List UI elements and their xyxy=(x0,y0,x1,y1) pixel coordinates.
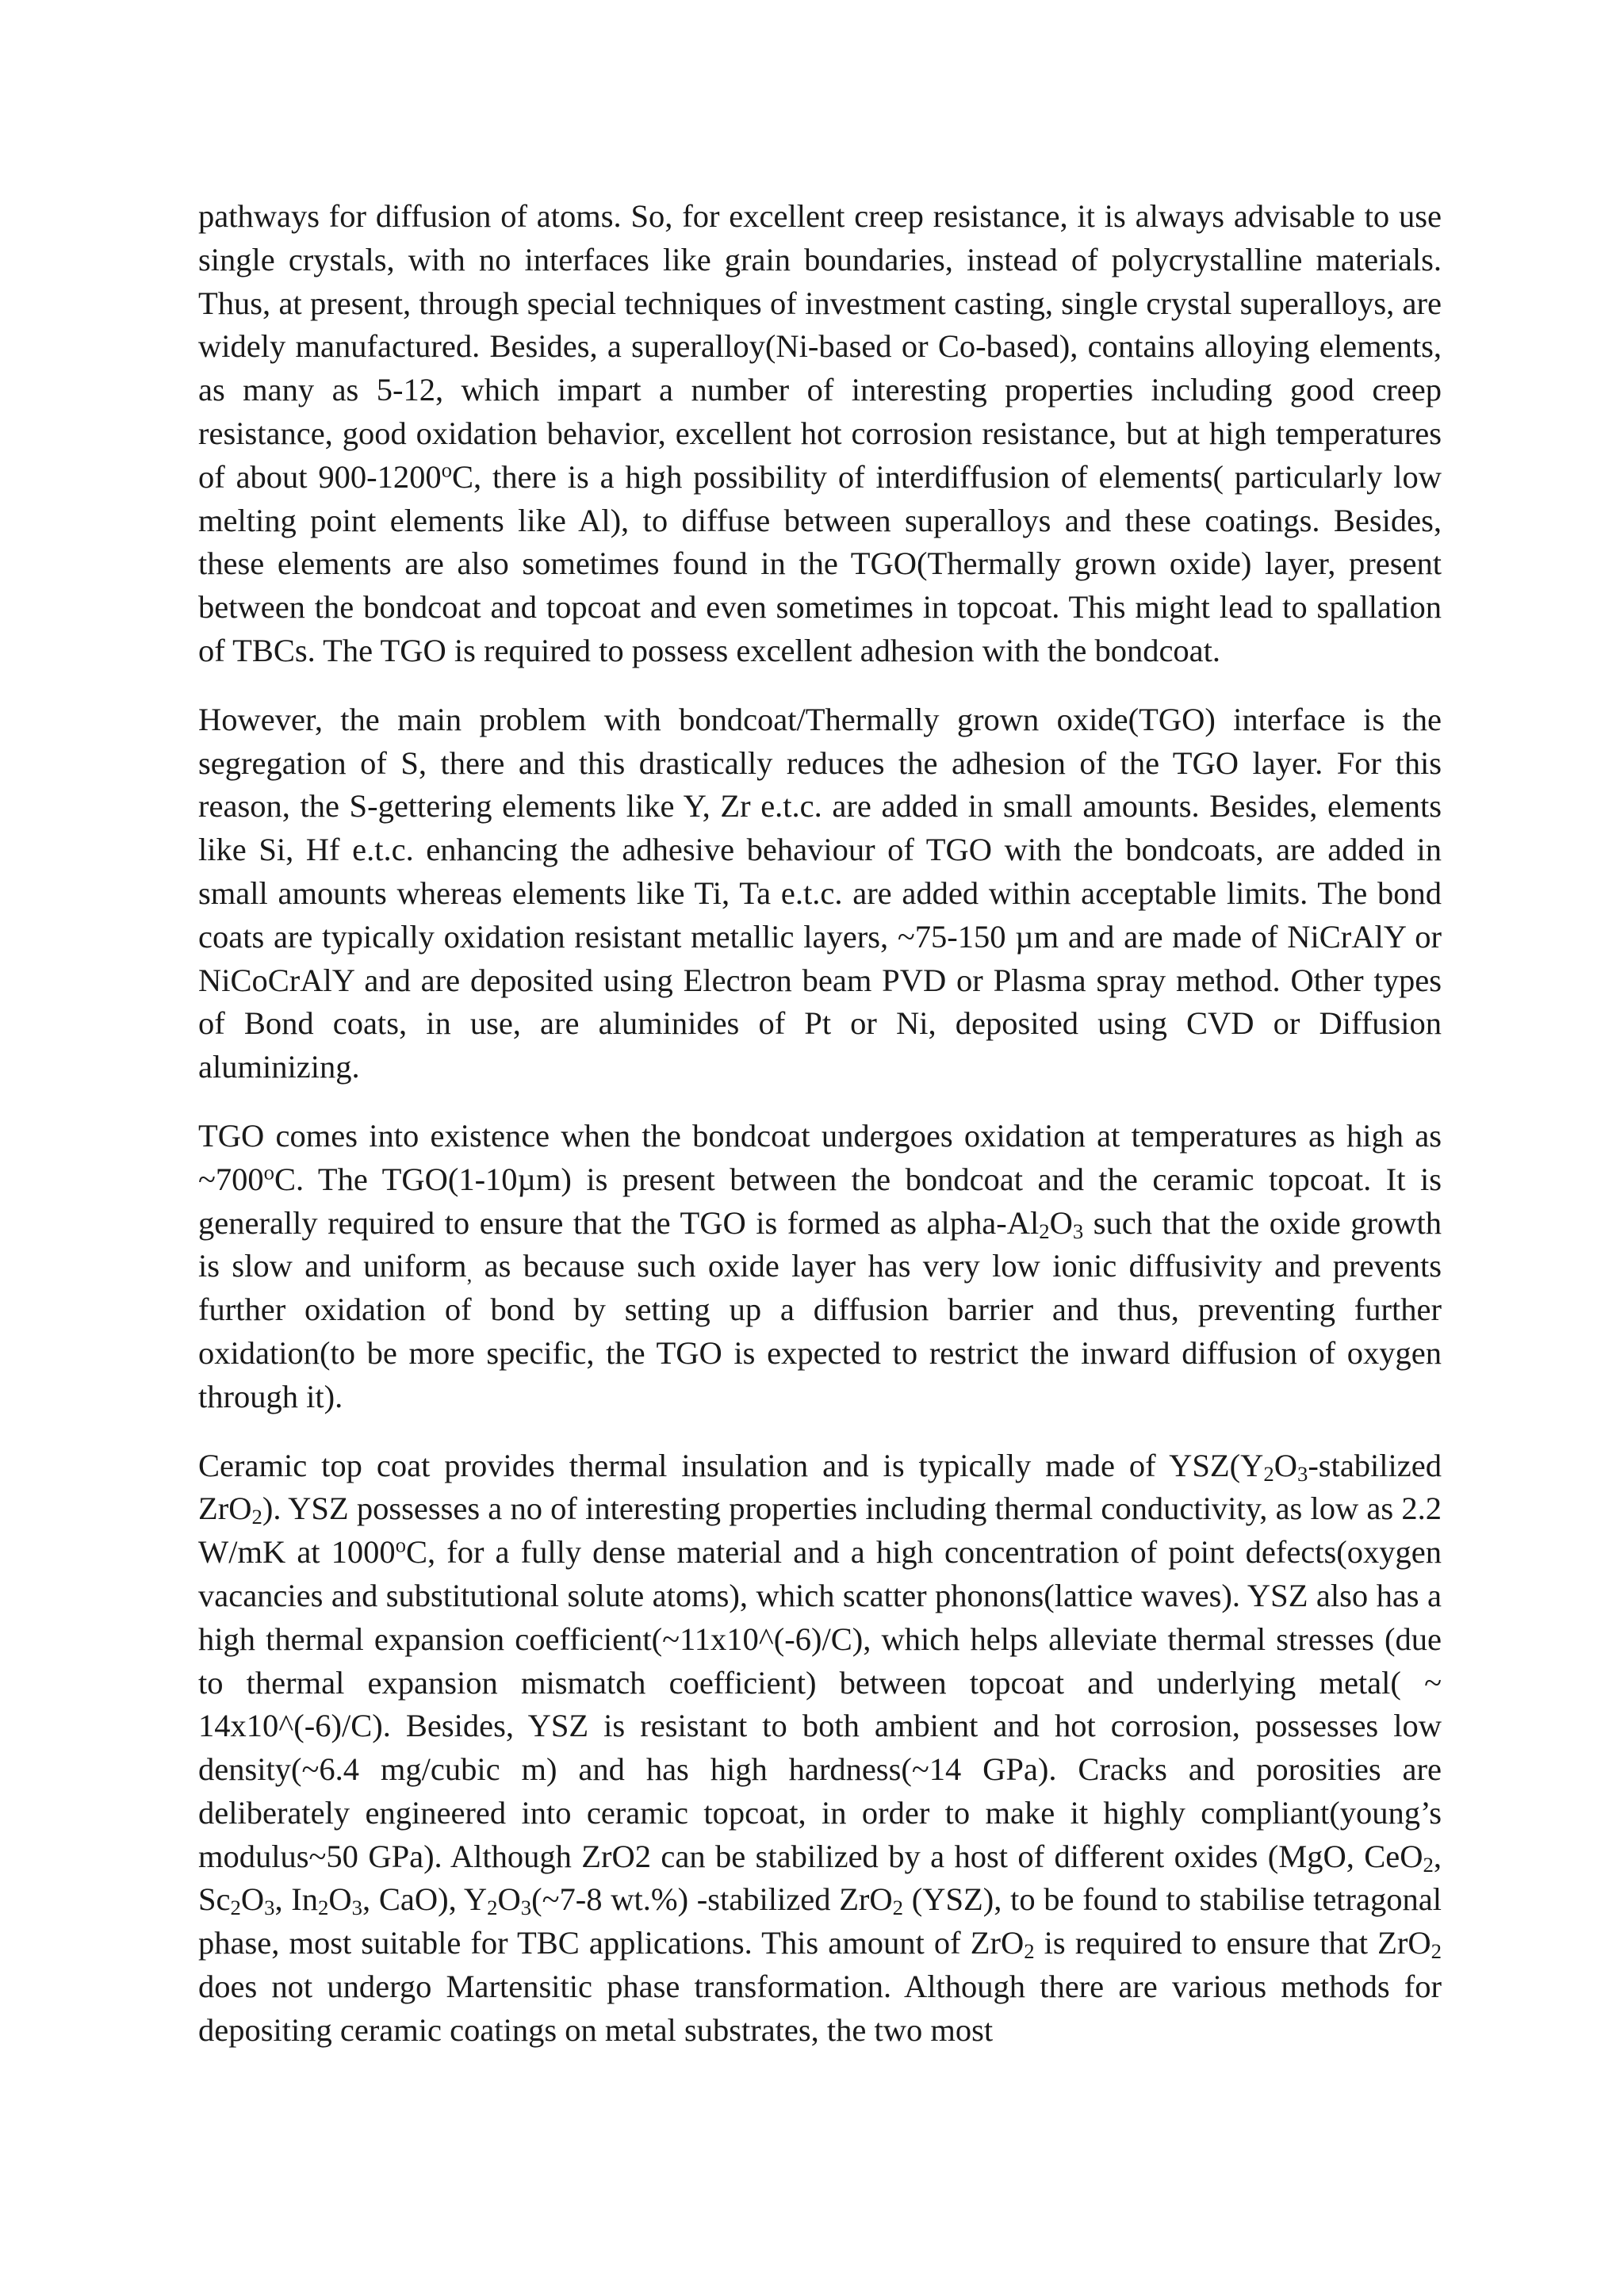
superscript: o xyxy=(395,1533,406,1557)
subscript: 2 xyxy=(318,1896,329,1920)
text-run: C. The TGO(1-10µm) is present between the bondcoat and the ceramic topcoat. It is generally required to ensure that the TGO is formed as alpha-Al xyxy=(198,1161,1442,1241)
text-run: Ceramic top coat provides thermal insulation and is typically made of YSZ(Y xyxy=(198,1447,1264,1483)
text-run: C, for a fully dense material and a high concentration of point defects(oxygen vacancies and substitutional solute atoms), which scatter phonons(lattice waves). YSZ also has a high thermal expansion coefficient(~11x10^(-6)/C), which helps alleviate thermal stresses (due to thermal expansion mismatch coefficient) between topcoat and underlying metal( ~ 14x10^(-6)/C). Besides, YSZ is resistant to both ambient and hot corrosion, possesses low density(~6.4 mg/cubic m) and has high hardness(~14 GPa). Cracks and porosities are deliberately engineered into ceramic topcoat, in order to make it highly compliant(young’s modulus~50 GPa). Although ZrO2 can be stabilized by a host of different oxides (MgO, CeO xyxy=(198,1534,1442,1874)
paragraph-superalloy-diffusion xyxy=(198,195,1442,673)
subscript: 2 xyxy=(230,1896,241,1920)
text-run: O xyxy=(240,1881,265,1918)
paragraph-tgo-formation xyxy=(198,1115,1442,1419)
paragraph-bondcoat-tgo-interface xyxy=(198,698,1442,1089)
subscript: 2 xyxy=(1024,1939,1035,1964)
text-run: does not undergo Martensitic phase transformation. Although there are various methods for depositing ceramic coatings on metal substrates, the two most xyxy=(198,1969,1442,2048)
text-run: as because such oxide layer has very low ionic diffusivity and prevents further oxidation of bond by setting up a diffusion barrier and thus, preventing further oxidation(to be more specific, the TGO is expected to restrict the inward diffusion of oxygen through it). xyxy=(198,1248,1442,1414)
text-run: O xyxy=(1049,1204,1073,1241)
text-run: , CaO), Y xyxy=(362,1881,488,1918)
document-page xyxy=(198,195,1442,2053)
subscript: 2 xyxy=(1423,1852,1434,1877)
subscript: 2 xyxy=(487,1896,498,1920)
subscript: 2 xyxy=(1431,1939,1442,1964)
superscript: o xyxy=(441,457,452,482)
subscript: 3 xyxy=(520,1896,532,1920)
subscript: 3 xyxy=(264,1896,275,1920)
text-run: However, the main problem with bondcoat/Thermally grown oxide(TGO) interface is the segregation of S, there and this drastically reduces the adhesion of the TGO layer. For this reason, the S-gettering elements like Y, Zr e.t.c. are added in small amounts. Besides, elements like Si, Hf e.t.c. enhancing the adhesive behaviour of TGO with the bondcoats, are added in small amounts whereas elements like Ti, Ta e.t.c. are added within acceptable limits. The bond coats are typically oxidation resistant metallic layers, ~75-150 µm and are made of NiCrAlY or NiCoCrAlY and are deposited using Electron beam PVD or Plasma spray method. Other types of Bond coats, in use, are aluminides of Pt or Ni, deposited using CVD or Diffusion aluminizing. xyxy=(198,701,1442,1085)
superscript: o xyxy=(263,1160,275,1184)
subscript: 2 xyxy=(1039,1219,1050,1243)
subscript: , xyxy=(466,1262,473,1287)
text-run: pathways for diffusion of atoms. So, for excellent creep resistance, it is always advisable to use single crystals, with no interfaces like grain boundaries, instead of polycrystalline materials. Thus, at present, through special techniques of investment casting, single crystal superalloys, are widely manufactured. Besides, a superalloy(Ni-based or Co-based), contains alloying elements, as many as 5-12, which impart a number of interesting properties including good creep resistance, good oxidation behavior, excellent hot corrosion resistance, but at high temperatures of about 900-1200 xyxy=(198,198,1442,495)
text-run: , In xyxy=(274,1881,319,1918)
subscript: 3 xyxy=(351,1896,363,1920)
text-run: ). YSZ possesses a no of interesting properties including thermal conductivity, as low as 2.2 W/mK at 1000 xyxy=(198,1490,1442,1571)
text-run: such that the oxide growth is slow and uniform xyxy=(198,1204,1442,1284)
text-run: is required to ensure that ZrO xyxy=(1034,1925,1431,1961)
text-run: O xyxy=(497,1881,521,1918)
subscript: 3 xyxy=(1297,1461,1308,1486)
text-run: C, there is a high possibility of interdiffusion of elements( particularly low melting point elements like Al), to diffuse between superalloys and these coatings. Besides, these elements are also sometimes found in the TGO(Thermally grown oxide) layer, present between the bondcoat and topcoat and even sometimes in topcoat. This might lead to spallation of TBCs. The TGO is required to possess excellent adhesion with the bondcoat. xyxy=(198,458,1442,668)
text-run: O xyxy=(328,1881,352,1918)
text-run: (YSZ), to be found to stabilise tetragonal phase, most suitable for TBC applications. This amount of ZrO xyxy=(198,1881,1442,1961)
text-run: TGO comes into existence when the bondcoat undergoes oxidation at temperatures as high as ~700 xyxy=(198,1117,1442,1197)
subscript: 3 xyxy=(1072,1219,1084,1243)
text-run: (~7-8 wt.%) -stabilized ZrO xyxy=(531,1881,893,1918)
paragraph-ceramic-topcoat xyxy=(198,1445,1442,2053)
subscript: 2 xyxy=(1263,1461,1274,1486)
subscript: 2 xyxy=(892,1896,904,1920)
text-run: -stabilized ZrO xyxy=(198,1447,1442,1527)
text-run: , Sc xyxy=(198,1838,1442,1918)
subscript: 2 xyxy=(251,1505,262,1529)
text-run: O xyxy=(1274,1447,1297,1483)
